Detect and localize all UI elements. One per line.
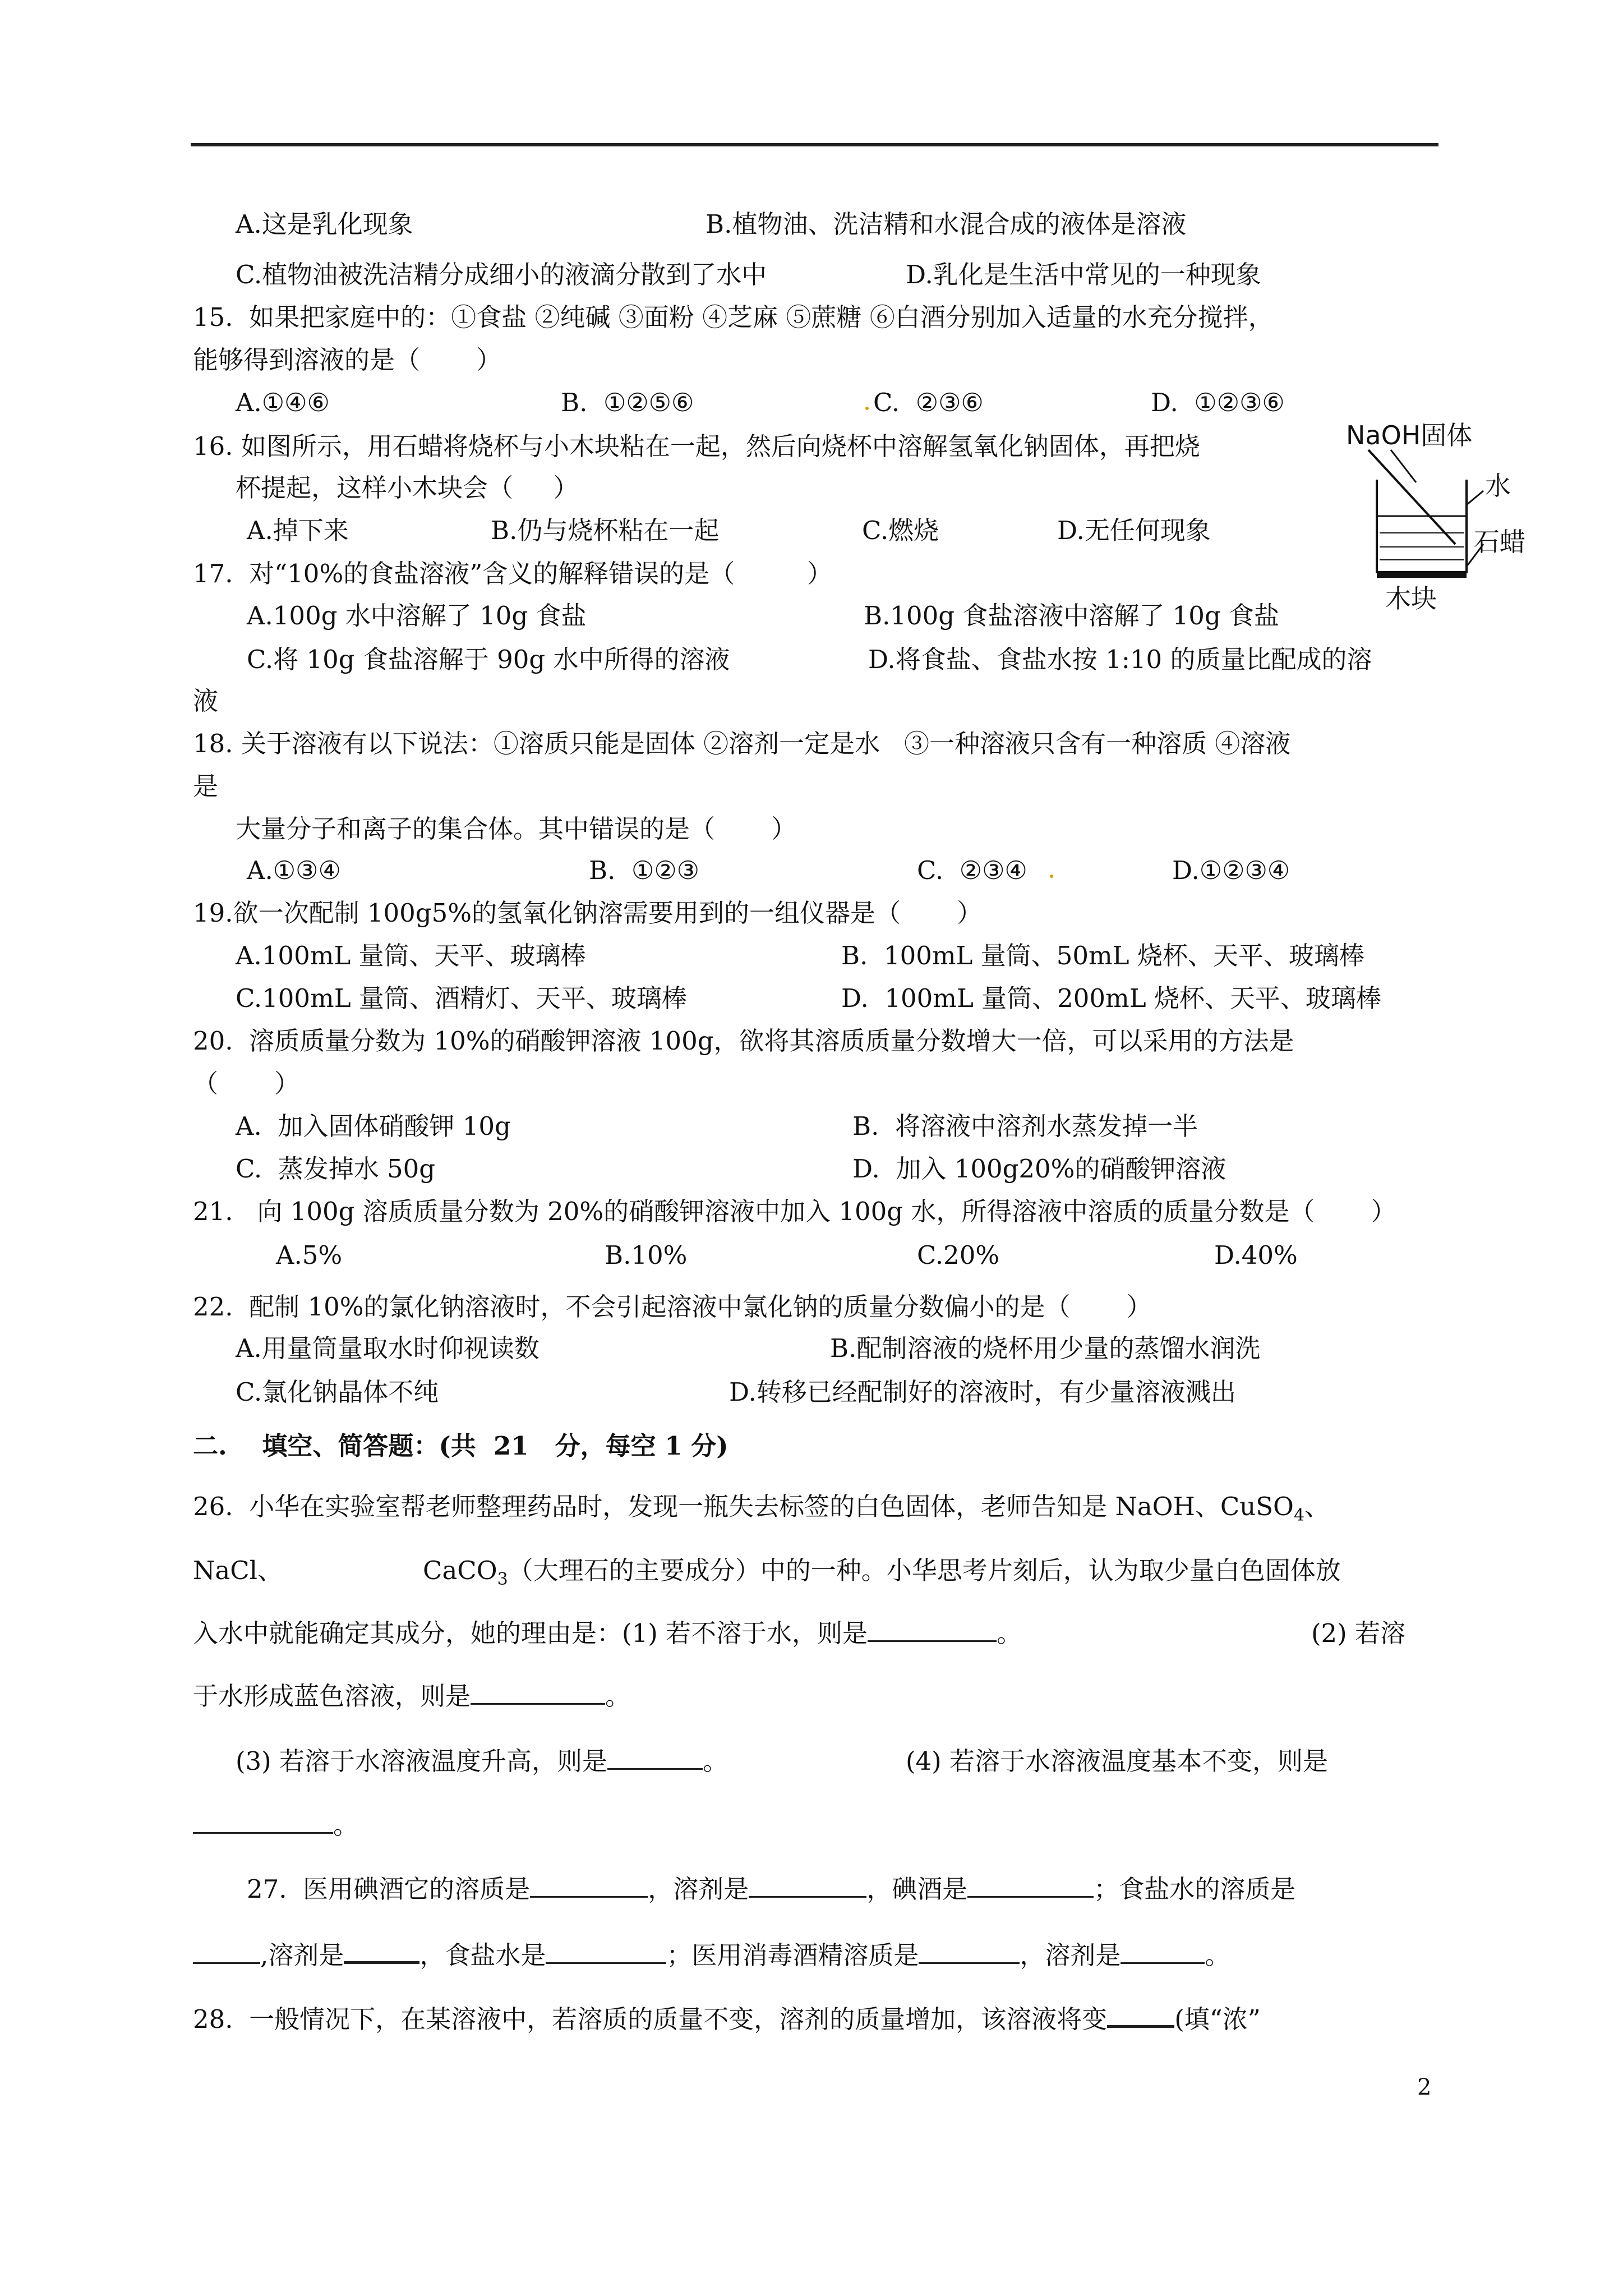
q14-option-c: C.植物油被洗洁精分成细小的液滴分散到了水中: [236, 260, 767, 289]
beaker-outline: [1377, 480, 1467, 572]
q27-line1: 27. 医用碘酒它的溶质是 ，溶剂是 ，碘酒是 ；食盐水的溶质是: [247, 1874, 1296, 1904]
mark-dot: [1050, 875, 1053, 878]
answer-blank[interactable]: [919, 1940, 1020, 1964]
wax-layer: [1377, 573, 1467, 578]
mark-dot: [865, 407, 869, 410]
q20-option-a: A. 加入固体硝酸钾 10g: [236, 1111, 511, 1141]
q16-option-d: D.无任何现象: [1057, 516, 1211, 545]
q20-stem-line2: （ ）: [193, 1069, 300, 1098]
q19-option-d: D. 100mL 量筒、200mL 烧杯、天平、玻璃棒: [841, 983, 1381, 1013]
q18-stem-line2: 是: [193, 771, 219, 801]
figure-label-wax: 石蜡: [1474, 527, 1525, 557]
q16-option-a: A.掉下来: [247, 516, 349, 545]
q16-stem-line2: 杯提起，这样小木块会（ ）: [236, 473, 579, 503]
q21-option-a: A.5%: [276, 1240, 343, 1270]
q20-option-c: C. 蒸发掉水 50g: [236, 1154, 436, 1184]
figure-label-naoh: NaOH固体: [1346, 421, 1473, 450]
answer-blank[interactable]: [749, 1874, 866, 1898]
q17-option-d-wrap: 液: [193, 686, 219, 716]
q18-option-b: B. ①②③: [589, 855, 700, 885]
q15-option-b: B. ①②⑤⑥: [561, 388, 694, 417]
q15-option-a: A.①④⑥: [236, 388, 330, 417]
q18-option-c: C. ②③④: [917, 855, 1058, 886]
q20-stem-line1: 20. 溶质质量分数为 10%的硝酸钾溶液 100g，欲将其溶质质量分数增大一倍，可以采用的方法是: [193, 1026, 1294, 1056]
q22-stem: 22. 配制 10%的氯化钠溶液时，不会引起溶液中氯化钠的质量分数偏小的是（ ）: [193, 1292, 1152, 1322]
q14-option-b: B.植物油、洗洁精和水混合成的液体是溶液: [706, 209, 1187, 239]
answer-blank[interactable]: [193, 1810, 333, 1834]
q16-stem-line1: 16. 如图所示，用石蜡将烧杯与小木块粘在一起，然后向烧杯中溶解氢氧化钠固体，再把烧: [193, 431, 1200, 461]
q22-option-c: C.氯化钠晶体不纯: [236, 1377, 439, 1407]
q22-option-a: A.用量筒量取水时仰视读数: [236, 1333, 540, 1363]
answer-blank[interactable]: [471, 1681, 605, 1705]
q18-option-d: D.①②③④: [1172, 855, 1290, 885]
answer-blank[interactable]: [193, 1940, 260, 1964]
q17-option-c: C.将 10g 食盐溶解于 90g 水中所得的溶液: [247, 645, 730, 674]
stirring-rod: [1368, 450, 1455, 544]
q15-stem-line1: 15. 如果把家庭中的：①食盐 ②纯碱 ③面粉 ④芝麻 ⑤蔗糖 ⑥白酒分别加入适量的水充分搅拌，: [193, 302, 1274, 332]
q22-option-d: D.转移已经配制好的溶液时，有少量溶液溅出: [729, 1377, 1236, 1407]
q20-option-d: D. 加入 100g20%的硝酸钾溶液: [852, 1154, 1227, 1184]
q21-option-d: D.40%: [1214, 1240, 1298, 1270]
figure-label-wood: 木块: [1385, 583, 1437, 614]
q15-option-c: C. ②③⑥: [861, 387, 984, 418]
answer-blank[interactable]: [1107, 2003, 1174, 2028]
q26-line5: (3) 若溶于水溶液温度升高，则是 。: [236, 1746, 728, 1776]
q22-option-b: B.配制溶液的烧杯用少量的蒸馏水润洗: [830, 1333, 1261, 1363]
q21-option-b: B.10%: [605, 1240, 688, 1270]
q17-option-b: B.100g 食盐溶液中溶解了 10g 食盐: [864, 601, 1280, 631]
beaker-figure: [1346, 421, 1537, 617]
answer-blank[interactable]: [607, 1746, 703, 1770]
q17-stem: 17. 对“10%的食盐溶液”含义的解释错误的是（ ）: [193, 559, 832, 588]
q17-option-a: A.100g 水中溶解了 10g 食盐: [247, 601, 587, 631]
q16-option-b: B.仍与烧杯粘在一起: [491, 516, 720, 545]
answer-blank[interactable]: [1121, 1940, 1205, 1964]
q14-option-d: D.乳化是生活中常见的一种现象: [906, 260, 1261, 289]
q19-option-c: C.100mL 量筒、酒精灯、天平、玻璃棒: [236, 983, 687, 1013]
q16-option-c: C.燃烧: [862, 516, 939, 545]
q20-option-b: B. 将溶液中溶剂水蒸发掉一半: [852, 1111, 1198, 1141]
q21-option-c: C.20%: [917, 1240, 1000, 1270]
q14-option-a: A.这是乳化现象: [236, 209, 413, 239]
q27-line2: ,溶剂是 ，食盐水是 ；医用消毒酒精溶质是 ，溶剂是 。: [193, 1939, 1230, 1971]
figure-label-water: 水: [1485, 471, 1511, 501]
q26-line4: 于水形成蓝色溶液，则是 。: [193, 1681, 631, 1711]
q18-stem-line1: 18. 关于溶液有以下说法：①溶质只能是固体 ②溶剂一定是水 ③一种溶液只含有一种溶质 ④溶液: [193, 729, 1291, 758]
answer-blank[interactable]: [967, 1874, 1094, 1898]
q19-option-a: A.100mL 量筒、天平、玻璃棒: [236, 941, 586, 970]
section-2-heading: 二. 填空、简答题：(共 21 分，每空 1 分): [193, 1431, 728, 1461]
q19-stem: 19.欲一次配制 100g5%的氢氧化钠溶需要用到的一组仪器是（ ）: [193, 898, 983, 928]
answer-blank[interactable]: [546, 1940, 666, 1964]
q28-line1: 28. 一般情况下，在某溶液中，若溶质的质量不变，溶剂的质量增加，该溶液将变 (填“浓”: [193, 2003, 1261, 2035]
answer-blank[interactable]: [344, 1939, 419, 1964]
water-pointer: [1467, 491, 1483, 505]
q26-line5-end: (4) 若溶于水溶液温度基本不变，则是: [906, 1746, 1329, 1776]
q26-line3-end: (2) 若溶: [1311, 1618, 1406, 1648]
q26-line2: NaCl、 CaCO$_3$（大理石的主要成分）中的一种。小华思考片刻后，认为取少量白色固体放: [193, 1556, 1341, 1589]
answer-blank[interactable]: [530, 1874, 648, 1898]
q18-option-a: A.①③④: [247, 855, 341, 885]
q21-stem: 21. 向 100g 溶质质量分数为 20%的硝酸钾溶液中加入 100g 水，所得溶液中溶质的质量分数是（ ）: [193, 1197, 1396, 1226]
q19-option-b: B. 100mL 量筒、50mL 烧杯、天平、玻璃棒: [841, 941, 1364, 970]
q18-stem-line3: 大量分子和离子的集合体。其中错误的是（ ）: [236, 814, 797, 844]
header-rule: [191, 143, 1438, 146]
q17-option-d: D.将食盐、食盐水按 1:10 的质量比配成的溶: [868, 645, 1372, 674]
page-number: 2: [1417, 2074, 1432, 2100]
beaker-diagram: [1346, 421, 1537, 617]
q15-stem-line2: 能够得到溶液的是（ ）: [193, 345, 502, 375]
water-hatch: [1380, 533, 1464, 560]
q26-line6: 。: [193, 1810, 358, 1841]
answer-blank[interactable]: [868, 1618, 997, 1642]
q26-line3: 入水中就能确定其成分，她的理由是：(1) 若不溶于水，则是 。: [193, 1618, 1022, 1648]
q26-line1: 26. 小华在实验室帮老师整理药品时，发现一瓶失去标签的白色固体，老师告知是 NaOH、CuSO$_4$、: [193, 1492, 1330, 1525]
q15-option-d: D. ①②③⑥: [1151, 388, 1285, 417]
